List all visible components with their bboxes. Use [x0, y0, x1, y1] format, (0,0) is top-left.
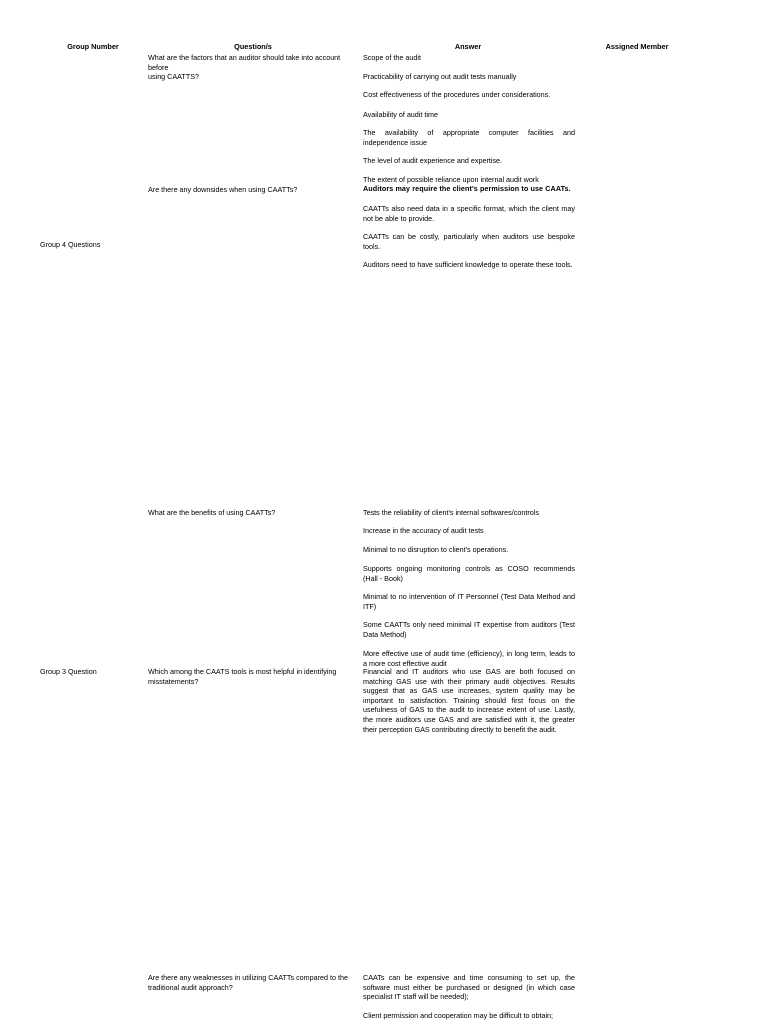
answer-item: The extent of possible reliance upon internal audit work	[363, 175, 539, 184]
answer-item: Some CAATTs only need minimal IT expertise from auditors (Test Data Method)	[363, 620, 575, 639]
answer-paragraph: Financial and IT auditors who use GAS are both focused on matching GAS use with their primary audit objectives. Results suggest that as GAS use increases, system quality may be important to satisfaction. Training should first focus on the usefulness of GAS to the audit to increase extent of use. Lastly, the more auditors use GAS and are satisfied with it, the greater their perception GAS contributing directly to benefit the audit.	[363, 667, 575, 734]
answer-item: CAATs can be expensive and time consuming to set up, the software must either be purchased or designed (in which case specialist IT staff will be needed);	[363, 973, 575, 1002]
group-3-question-1: What are the benefits of using CAATTs?	[148, 508, 276, 517]
answer-item: Auditors need to have sufficient knowledge to operate these tools.	[363, 260, 573, 269]
answer-item: CAATTs can be costly, particularly when auditors use bespoke tools.	[363, 232, 575, 251]
group-3-question-2: Which among the CAATS tools is most helpful in identifying misstatements?	[148, 667, 337, 686]
group-4-label: Group 4 Questions	[40, 240, 101, 249]
answer-item: The level of audit experience and expertise.	[363, 156, 503, 165]
answer-item: Increase in the accuracy of audit tests	[363, 526, 484, 535]
answer-item: CAATTs also need data in a specific format, which the client may not be able to provide.	[363, 204, 575, 223]
question-line: before	[148, 62, 169, 72]
answer-item: Tests the reliability of client's internal softwares/controls	[363, 508, 539, 517]
group-4-question-1	[148, 53, 356, 82]
answer-item: Auditors may require the client's permission to use CAATs.	[363, 184, 571, 193]
group-4-question-2: Are there any downsides when using CAATTs?	[148, 185, 298, 194]
answer-item: Minimal to no disruption to client's operations.	[363, 545, 509, 554]
answer-item: Practicability of carrying out audit tests manually	[363, 72, 517, 81]
question-line: What are the factors that an auditor should take into account	[148, 53, 341, 62]
header-assigned-member: Assigned Member	[605, 42, 669, 51]
answer-item: Client permission and cooperation may be difficult to obtain;	[363, 1011, 554, 1020]
header-answer: Answer	[454, 42, 482, 51]
header-questions: Question/s	[234, 42, 272, 51]
header-group-number: Group Number	[67, 42, 119, 51]
answer-item: More effective use of audit time (efficiency), in long term, leads to a more cost effective audit	[363, 649, 575, 668]
answer-item: Minimal to no intervention of IT Personnel (Test Data Method and ITF)	[363, 592, 575, 611]
answer-item: Availability of audit time	[363, 110, 438, 119]
answer-item: Scope of the audit	[363, 53, 421, 62]
group-3-label: Group 3 Question	[40, 667, 97, 676]
answer-item: The availability of appropriate computer facilities and independence issue	[363, 128, 575, 147]
group-3-question-3: Are there any weaknesses in utilizing CAATTs compared to the traditional audit approach?	[148, 973, 349, 992]
question-line: using CAATTS?	[148, 72, 199, 82]
answer-item: Cost effectiveness of the procedures under considerations.	[363, 90, 551, 99]
answer-item: Supports ongoing monitoring controls as COSO recommends (Hall - Book)	[363, 564, 575, 583]
